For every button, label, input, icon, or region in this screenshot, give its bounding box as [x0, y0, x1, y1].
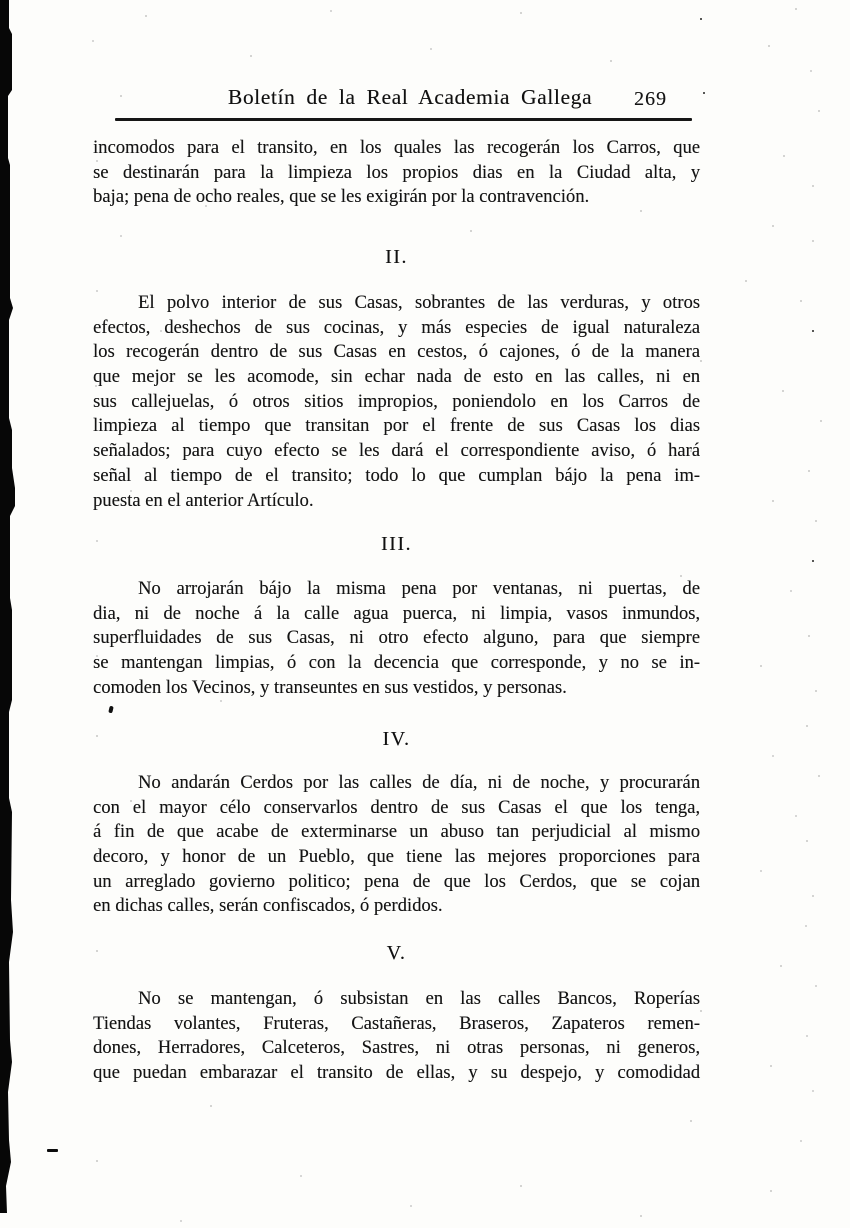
paragraph-article-iii: [93, 577, 700, 700]
paragraph-continuation: [93, 136, 700, 210]
text-line: se destinarán para la limpieza los propios dias en la Ciudad alta, y: [93, 161, 700, 183]
text-line: limpieza al tiempo que transitan por el frente de sus Casas los dias: [93, 415, 700, 437]
text-line: á fin de que acabe de exterminarse un abuso tan perjudicial al mismo: [93, 821, 700, 843]
scan-artifact-tick: [108, 706, 114, 714]
text-line: No arrojarán bájo la misma pena por ventanas, ni puertas, de: [138, 578, 700, 599]
text-line: comoden los Vecinos, y transeuntes en sus vestidos, y personas.: [93, 676, 567, 698]
paragraph-article-v: [93, 987, 700, 1086]
text-line: baja; pena de ocho reales, que se les exigirán por la contravención.: [93, 186, 590, 208]
text-line: señalados; para cuyo efecto se les dará el correspondiente aviso, ó hará: [93, 440, 700, 462]
text-line: puesta en el anterior Artículo.: [93, 489, 314, 511]
text-line: en dichas calles, serán confiscados, ó perdidos.: [93, 895, 443, 917]
text-line: los recogerán dentro de sus Casas en cestos, ó cajones, ó de la manera: [93, 341, 700, 363]
text-line: se mantengan limpias, ó con la decencia que corresponde, y no se in-: [93, 652, 700, 674]
binding-shadow: [0, 0, 16, 1228]
paragraph-article-iv: [93, 771, 700, 919]
scan-noise: [0, 0, 2, 2]
journal-title: Boletín de la Real Academia Gallega: [227, 85, 593, 109]
text-line: dia, ni de noche á la calle agua puerca, ni limpia, vasos inmundos,: [93, 602, 700, 624]
text-line: señal al tiempo de el transito; todo lo que cumplan bájo la pena im-: [93, 464, 700, 486]
header-rule: [115, 118, 692, 121]
text-line: efectos, deshechos de sus cocinas, y más especies de igual naturaleza: [93, 316, 700, 338]
text-line: que puedan embarazar el transito de ellas, y su despejo, y comodidad: [93, 1062, 700, 1084]
text-line: con el mayor célo conservarlos dentro de sus Casas el que los tenga,: [93, 796, 700, 818]
page-number: 269: [634, 88, 667, 110]
text-line: incomodos para el transito, en los quales las recogerán los Carros, que: [93, 137, 700, 158]
text-line: No se mantengan, ó subsistan en las calles Bancos, Roperías: [138, 988, 700, 1009]
paragraph-article-ii: [93, 291, 700, 513]
text-line: dones, Herradores, Calceteros, Sastres, ni otras personas, ni generos,: [93, 1037, 700, 1059]
text-line: decoro, y honor de un Pueblo, que tiene las mejores proporciones para: [93, 846, 700, 868]
section-heading-iii: III.: [381, 533, 412, 555]
text-line: superfluidades de sus Casas, ni otro efecto alguno, para que siempre: [93, 627, 700, 649]
text-line: sus callejuelas, ó otros sitios impropios, poniendolo en los Carros de: [93, 390, 700, 412]
text-line: No andarán Cerdos por las calles de día, ni de noche, y procurarán: [138, 772, 700, 793]
text-line: El polvo interior de sus Casas, sobrantes de las verduras, y otros: [138, 292, 700, 313]
text-line: Tiendas volantes, Fruteras, Castañeras, Braseros, Zapateros remen-: [93, 1012, 700, 1034]
text-line: un arreglado govierno politico; pena de que los Cerdos, que se cojan: [93, 870, 700, 892]
section-heading-ii: II.: [385, 246, 408, 268]
scan-artifact-dash: [47, 1149, 58, 1152]
text-line: que mejor se les acomode, sin echar nada de esto en las calles, ni en: [93, 366, 700, 388]
section-heading-iv: IV.: [382, 728, 411, 750]
section-heading-v: V.: [386, 942, 407, 964]
